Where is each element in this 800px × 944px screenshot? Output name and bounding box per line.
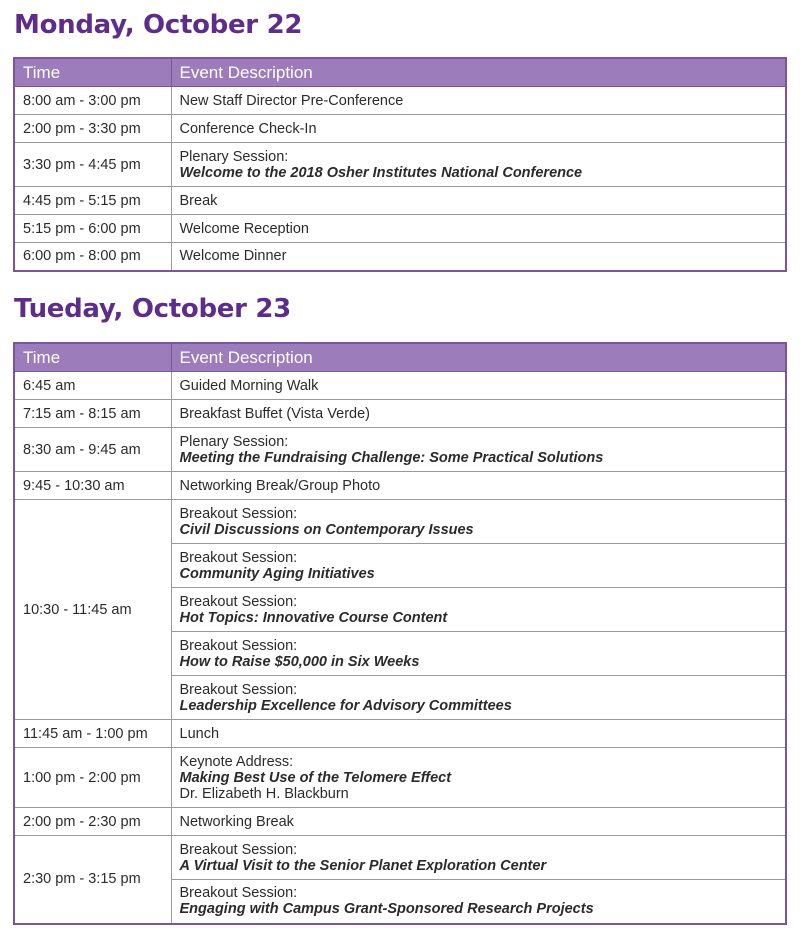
event-cell [171, 243, 786, 271]
event-text: Dr. Elizabeth H. Blackburn [179, 785, 349, 802]
event-cell [171, 87, 786, 115]
time-cell: 8:30 am - 9:45 am [14, 428, 171, 472]
event-text: Lunch [179, 725, 220, 742]
event-text: Break [179, 192, 218, 209]
time-cell: 6:45 am [14, 372, 171, 400]
event-cell [171, 143, 786, 187]
event-text: New Staff Director Pre-Conference [179, 92, 404, 109]
event-cell [171, 632, 786, 676]
day-title-tuesday: Tueday, October 23 [14, 294, 291, 324]
table-row [14, 400, 786, 428]
table-row [14, 243, 786, 271]
event-text: Networking Break/Group Photo [179, 477, 381, 494]
event-text: Breakout Session: [179, 885, 298, 902]
event-title: Making Best Use of the Telomere Effect [179, 769, 452, 786]
table-row [14, 720, 786, 748]
time-column-header: Time [14, 58, 171, 87]
event-title: Welcome to the 2018 Osher Institutes National Conference [179, 164, 583, 181]
tuesday-schedule-table [13, 342, 787, 925]
time-cell: 1:00 pm - 2:00 pm [14, 748, 171, 808]
time-column-header: Time [14, 343, 171, 372]
event-text: Guided Morning Walk [179, 377, 319, 394]
event-text: Welcome Dinner [179, 248, 287, 265]
event-text: Conference Check-In [179, 120, 317, 137]
event-column-header: Event Description [171, 58, 786, 87]
event-cell [171, 676, 786, 720]
event-text: Breakout Session: [179, 841, 298, 858]
event-title: Engaging with Campus Grant-Sponsored Research Projects [179, 901, 594, 918]
event-text: Plenary Session: [179, 148, 289, 165]
table-row [14, 143, 786, 187]
event-title: Leadership Excellence for Advisory Committees [179, 697, 512, 714]
table-row [14, 836, 786, 880]
table-row [14, 215, 786, 243]
event-text: Keynote Address: [179, 753, 294, 770]
event-text: Breakout Session: [179, 505, 298, 522]
time-cell: 5:15 pm - 6:00 pm [14, 215, 171, 243]
table-row [14, 187, 786, 215]
event-cell [171, 544, 786, 588]
table-row [14, 115, 786, 143]
event-title: Meeting the Fundraising Challenge: Some Practical Solutions [179, 449, 604, 466]
event-cell [171, 588, 786, 632]
event-cell [171, 720, 786, 748]
event-cell [171, 808, 786, 836]
event-text: Networking Break [179, 813, 294, 830]
time-cell: 3:30 pm - 4:45 pm [14, 143, 171, 187]
table-header-row [14, 343, 786, 372]
event-cell [171, 187, 786, 215]
event-text: Breakout Session: [179, 681, 298, 698]
event-cell [171, 428, 786, 472]
table-row [14, 372, 786, 400]
event-cell [171, 836, 786, 880]
event-cell [171, 115, 786, 143]
event-text: Breakout Session: [179, 549, 298, 566]
time-cell: 8:00 am - 3:00 pm [14, 87, 171, 115]
event-cell [171, 880, 786, 924]
event-title: Community Aging Initiatives [179, 565, 375, 582]
time-cell: 11:45 am - 1:00 pm [14, 720, 171, 748]
event-cell [171, 500, 786, 544]
event-title: Hot Topics: Innovative Course Content [179, 609, 448, 626]
event-title: A Virtual Visit to the Senior Planet Exploration Center [179, 857, 547, 874]
table-row [14, 808, 786, 836]
table-row [14, 87, 786, 115]
event-text: Breakout Session: [179, 637, 298, 654]
time-cell: 2:30 pm - 3:15 pm [14, 836, 171, 924]
time-cell: 2:00 pm - 2:30 pm [14, 808, 171, 836]
table-row [14, 500, 786, 544]
event-cell [171, 472, 786, 500]
table-row [14, 472, 786, 500]
time-cell: 9:45 - 10:30 am [14, 472, 171, 500]
table-header-row [14, 58, 786, 87]
event-text: Plenary Session: [179, 433, 289, 450]
time-cell: 7:15 am - 8:15 am [14, 400, 171, 428]
event-text: Welcome Reception [179, 220, 309, 237]
day-title-monday: Monday, October 22 [14, 10, 303, 40]
event-cell [171, 400, 786, 428]
event-title: Civil Discussions on Contemporary Issues [179, 521, 474, 538]
time-cell: 10:30 - 11:45 am [14, 500, 171, 720]
table-row [14, 428, 786, 472]
event-text: Breakout Session: [179, 593, 298, 610]
monday-schedule-table [13, 57, 787, 272]
time-cell: 4:45 pm - 5:15 pm [14, 187, 171, 215]
time-cell: 6:00 pm - 8:00 pm [14, 243, 171, 271]
event-text: Breakfast Buffet (Vista Verde) [179, 405, 370, 422]
event-title: How to Raise $50,000 in Six Weeks [179, 653, 420, 670]
event-cell [171, 748, 786, 808]
table-row [14, 748, 786, 808]
event-cell [171, 372, 786, 400]
event-column-header: Event Description [171, 343, 786, 372]
event-cell [171, 215, 786, 243]
time-cell: 2:00 pm - 3:30 pm [14, 115, 171, 143]
